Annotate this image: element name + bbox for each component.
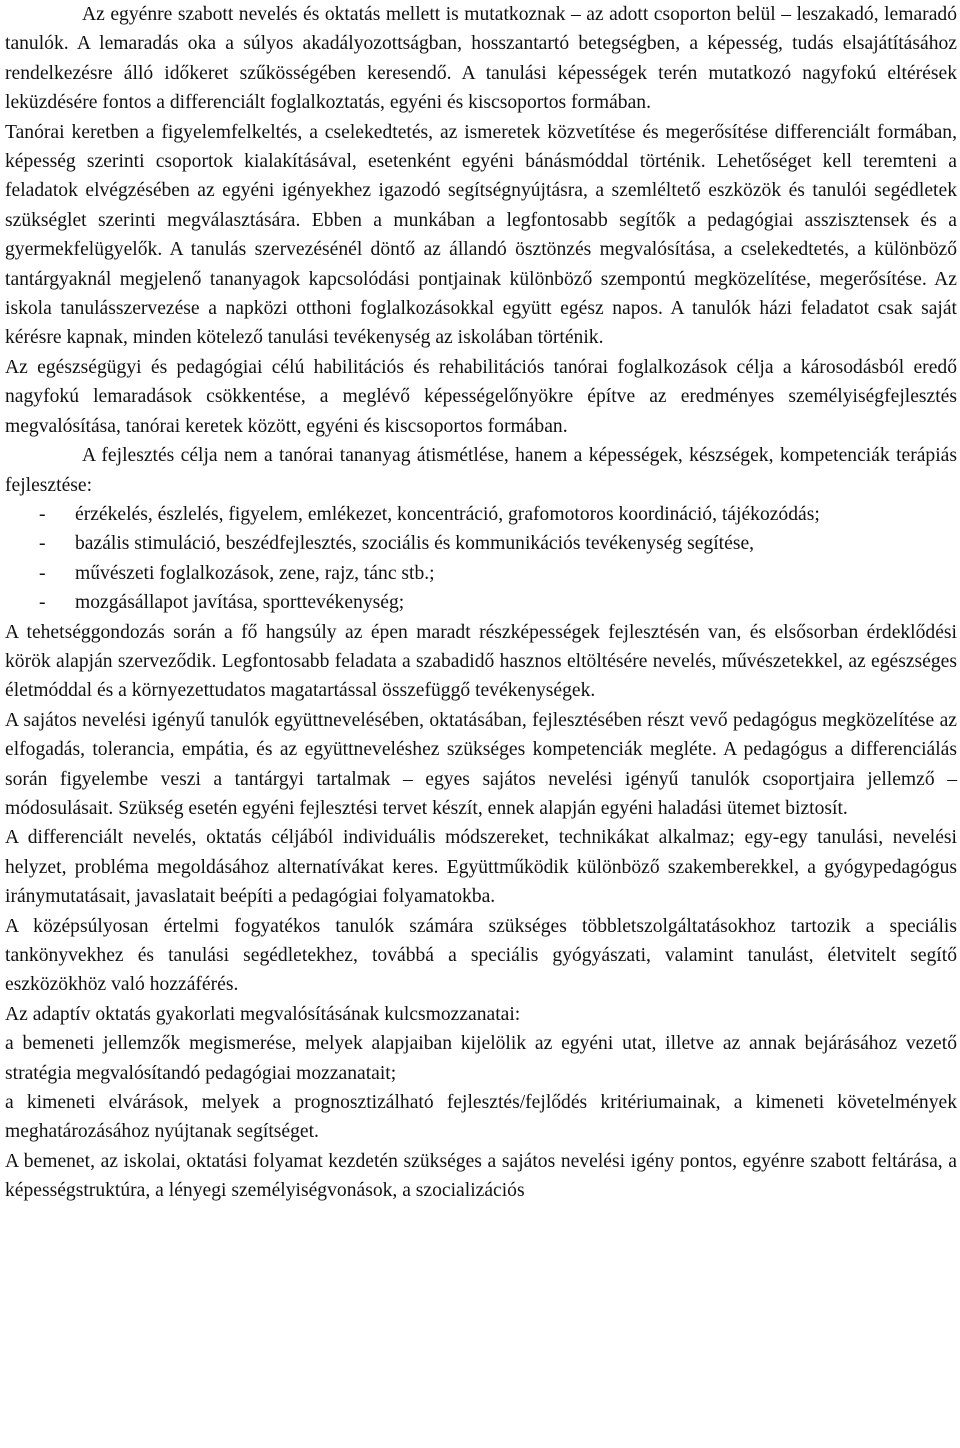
dash-bullet: - bbox=[39, 562, 46, 584]
paragraph-input-assessment: A bemenet, az iskolai, oktatási folyamat kezdetén szükséges a sajátos nevelési igény pontos, egyénre szabott feltárása, a képességstruktúra, a lényegi személyiségvonások, a szocializációs bbox=[5, 1150, 957, 1202]
paragraph-input-characteristics: a bemeneti jellemzők megismerése, melyek alapjaiban kijelölik az egyéni utat, illetve az annak bejárásához vezető stratégia megvalósítandó pedagógiai mozzanatait; bbox=[5, 1033, 957, 1084]
list-item-text: művészeti foglalkozások, zene, rajz, tánc stb.; bbox=[75, 562, 435, 584]
list-item-text: mozgásállapot javítása, sporttevékenység; bbox=[75, 592, 405, 614]
paragraph-adaptive-heading: Az adaptív oktatás gyakorlati megvalósításának kulcsmozzanatai: bbox=[5, 1003, 521, 1025]
development-areas-list bbox=[5, 500, 957, 618]
list-item bbox=[5, 529, 957, 558]
list-item bbox=[5, 588, 957, 617]
paragraph-development-goal: A fejlesztés célja nem a tanórai tananyag átismétlése, hanem a képességek, készségek, kompetenciák terápiás fejlesztése: bbox=[5, 445, 957, 496]
dash-bullet: - bbox=[39, 592, 46, 614]
dash-bullet: - bbox=[39, 503, 46, 525]
dash-bullet: - bbox=[39, 533, 46, 555]
document-page bbox=[5, 0, 957, 1206]
paragraph-lagging-students: Az egyénre szabott nevelés és oktatás mellett is mutatkoznak – az adott csoporton belül – leszakadó, lemaradó tanulók. A lemaradás oka a súlyos akadályozottságban, hosszantartó betegségben, a képesség, tudás elsajátításához rendelkezésre álló időkeret szűkösségében keresendő. A tanulási képességek terén mutatkozó nagyfokú eltérések leküzdésére fontos a differenciált foglalkoztatás, egyéni és kiscsoportos formában. bbox=[5, 4, 957, 114]
list-item bbox=[5, 500, 957, 529]
list-item-text: bazális stimuláció, beszédfejlesztés, szociális és kommunikációs tevékenység segítése, bbox=[75, 533, 755, 555]
paragraph-classroom-differentiation: Tanórai keretben a figyelemfelkeltés, a cselekedtetés, az ismeretek közvetítése és megerősítése differenciált formában, képesség szerinti csoportok kialakításával, esetenként egyéni bánásmóddal történik. Lehetőséget kell teremteni a feladatok elvégzésében az egyéni igényekhez igazodó segítségnyújtásra, a szemléltető eszközök és tanulói segédletek szükséglet szerinti megválasztására. Ebben a munkában a legfontosabb segítők a pedagógiai asszisztensek és a gyermekfelügyelők. A tanulás szervezésénél döntő az állandó ösztönzés megvalósítása, a cselekedtetés, a különböző tantárgyaknál megjelenő tananyagok kapcsolódási pontjainak különböző szempontú megközelítése, megerősítése. Az iskola tanulásszervezése a napközi otthoni foglalkozásokkal együtt egész napos. A tanulók házi feladatot csak saját kérésre kapnak, minden kötelező tanulási tevékenység az iskolában történik. bbox=[5, 121, 957, 349]
paragraph-inclusive-teacher: A sajátos nevelési igényű tanulók együttnevelésében, oktatásában, fejlesztésében részt vevő pedagógus megközelítése az elfogadás, tolerancia, empátia, és az együttneveléshez szükséges kompetenciák megléte. A pedagógus a differenciálás során figyelembe veszi a tantárgyi tartalmak – egyes sajátos nevelési igényű tanulók csoportjaira jellemző – módosulásait. Szükség esetén egyéni fejlesztési tervet készít, ennek alapján egyéni haladási ütemet biztosít. bbox=[5, 709, 957, 819]
paragraph-habilitation: Az egészségügyi és pedagógiai célú habilitációs és rehabilitációs tanórai foglalkozások célja a károsodásból eredő nagyfokú lemaradások csökkentése, a meglévő képességelőnyökre építve az eredményes személyiségfejlesztés megvalósítása, tanórai keretek között, egyéni és kiscsoportos formában. bbox=[5, 356, 957, 437]
list-item-text: érzékelés, észlelés, figyelem, emlékezet, koncentráció, grafomotoros koordináció, tájékozódás; bbox=[75, 503, 820, 525]
list-item bbox=[5, 559, 957, 588]
paragraph-output-expectations: a kimeneti elvárások, melyek a prognosztizálható fejlesztés/fejlődés kritériumainak, a kimeneti követelmények meghatározásához nyújtanak segítséget. bbox=[5, 1092, 957, 1143]
paragraph-talent-care: A tehetséggondozás során a fő hangsúly az épen maradt részképességek fejlesztésén van, és elsősorban érdeklődési körök alapján szerveződik. Legfontosabb feladata a szabadidő hasznos eltöltésére nevelés, művészetekkel, az egészséges életmóddal és a környezettudatos magatartással összefüggő tevékenységek. bbox=[5, 621, 957, 702]
paragraph-extra-services: A középsúlyosan értelmi fogyatékos tanulók számára szükséges többletszolgáltatásokhoz tartozik a speciális tankönyvekhez és tanulási segédletekhez, továbbá a speciális gyógyászati, valamint tanulást, életvitelt segítő eszközökhöz való hozzáférés. bbox=[5, 915, 957, 996]
paragraph-differentiated-methods: A differenciált nevelés, oktatás céljából individuális módszereket, technikákat alkalmaz; egy-egy tanulási, nevelési helyzet, probléma megoldásához alternatívákat keres. Együttműködik különböző szakemberekkel, a gyógypedagógus iránymutatásait, javaslatait beépíti a pedagógiai folyamatokba. bbox=[5, 827, 957, 908]
